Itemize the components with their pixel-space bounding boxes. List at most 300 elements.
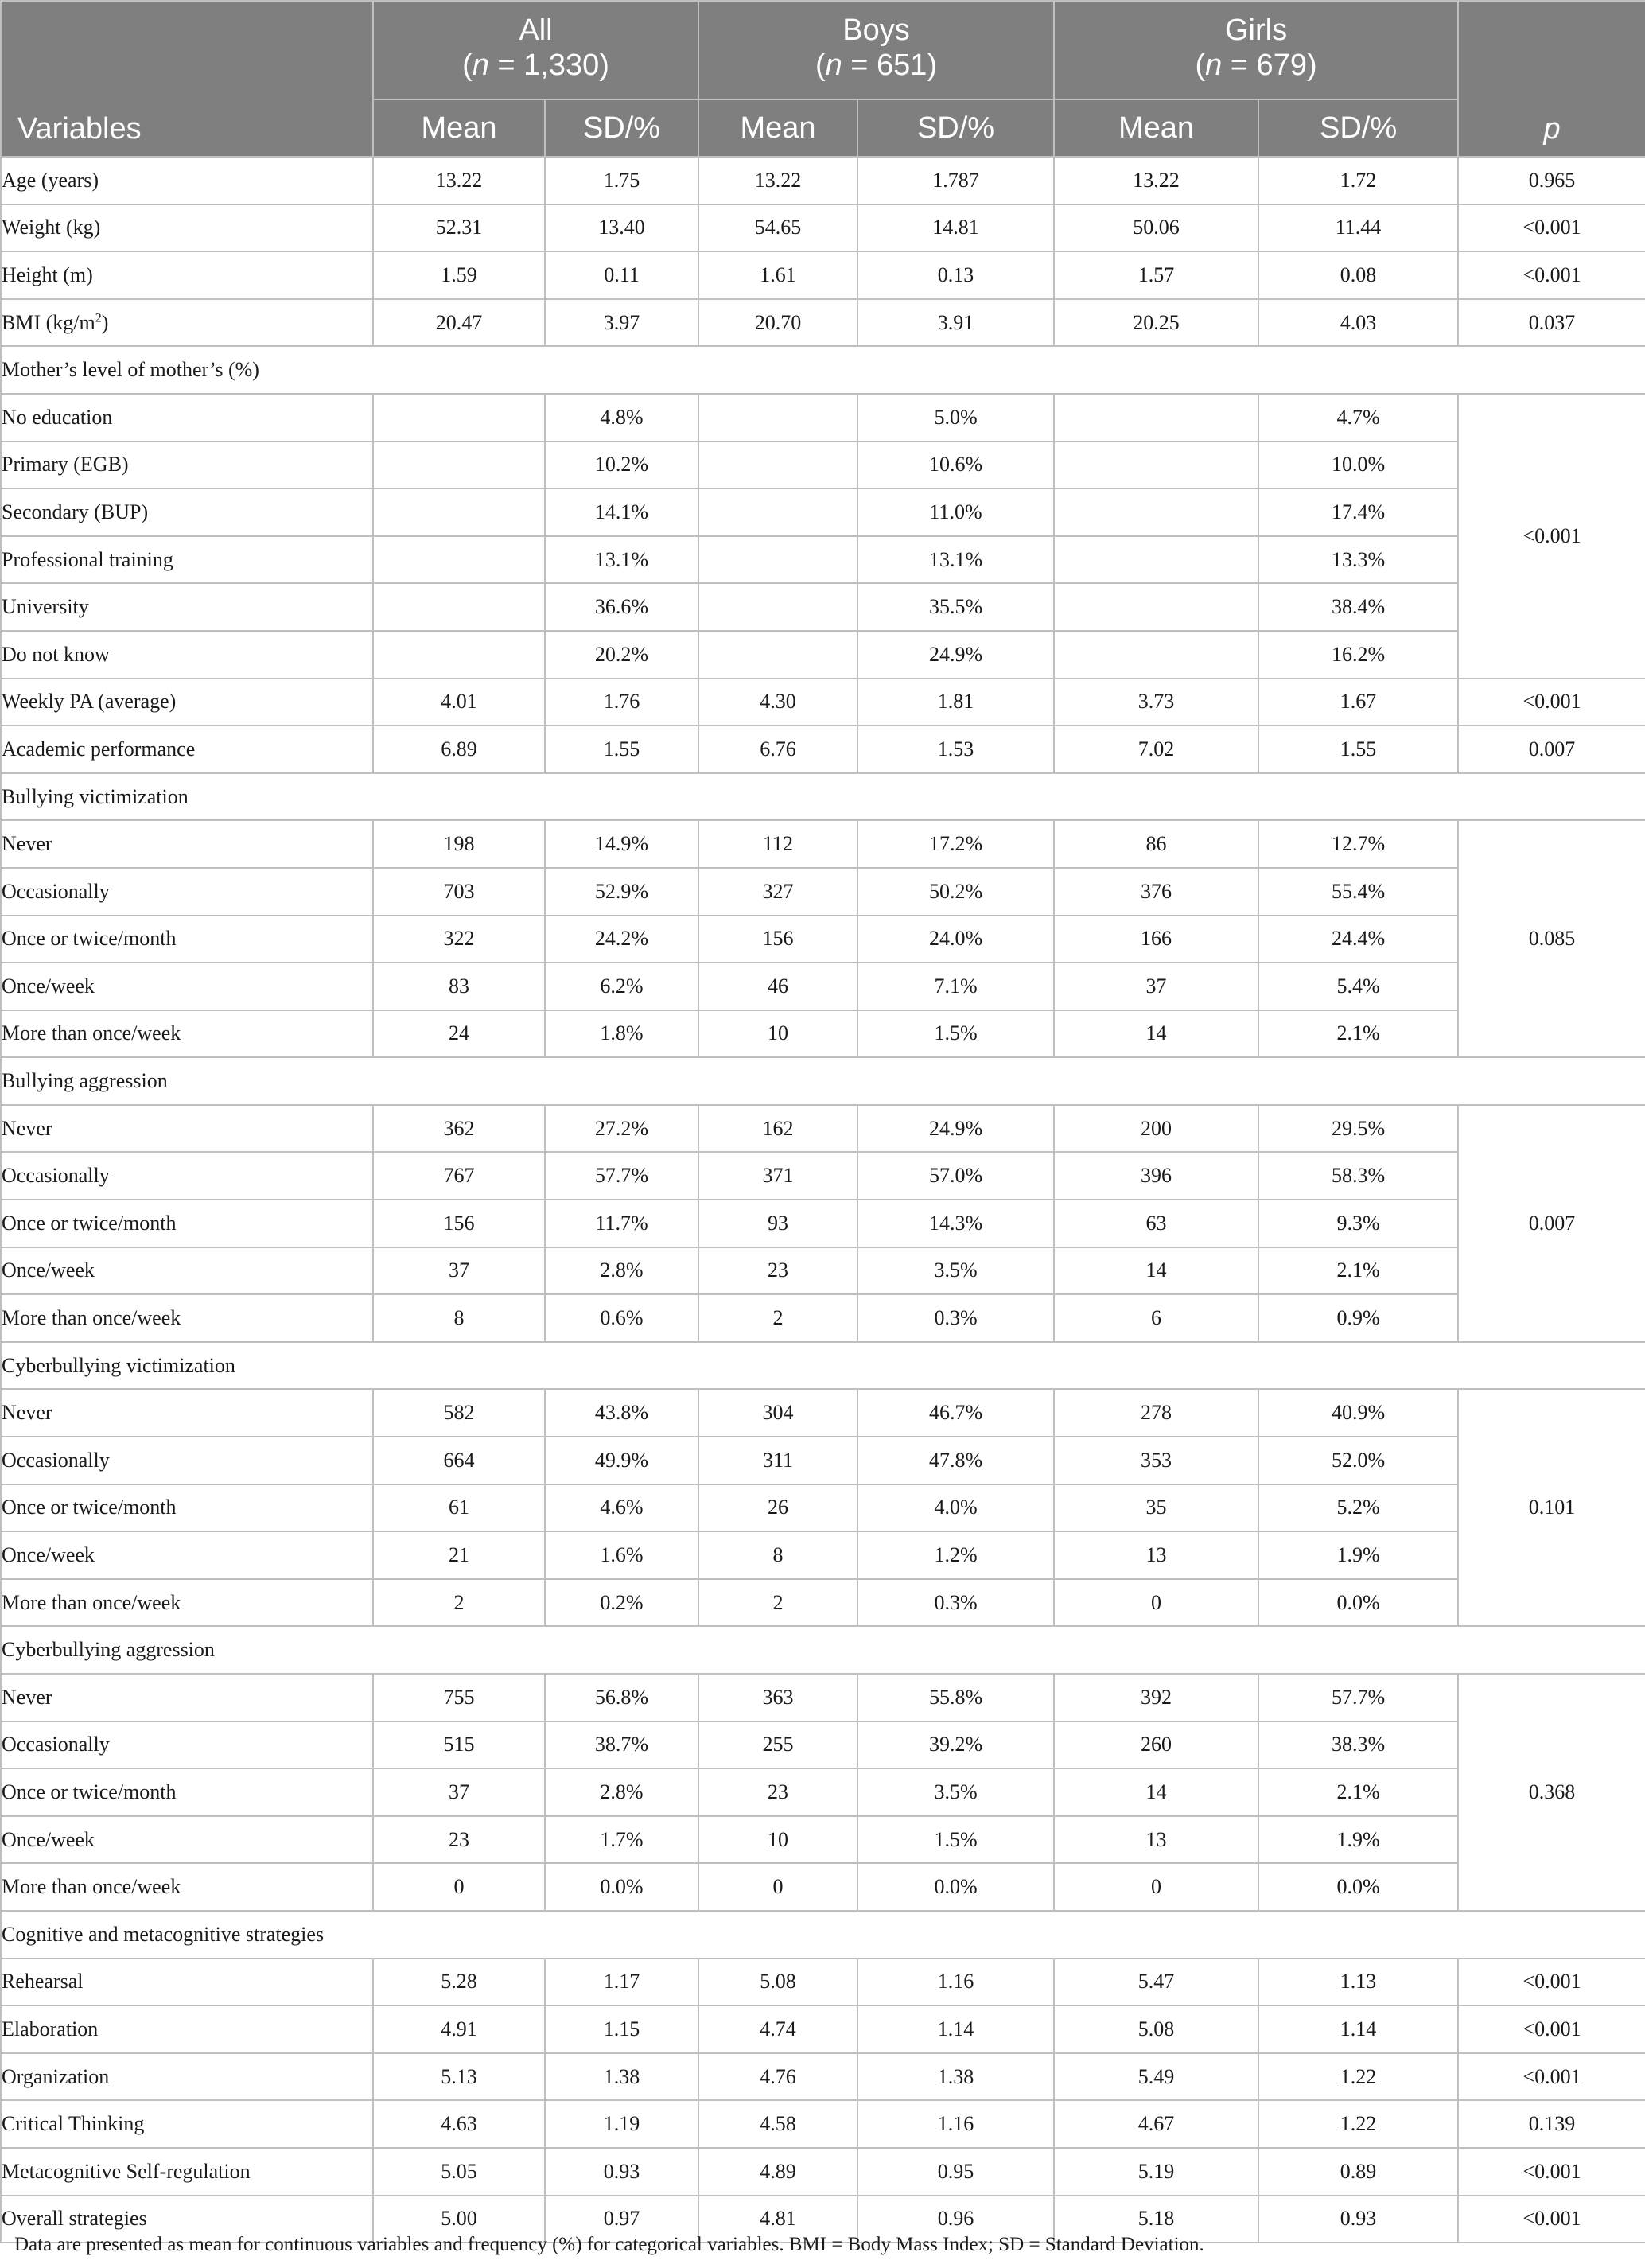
sd-cell: 14.1% [545, 488, 698, 536]
mean-cell: 4.91 [373, 2005, 545, 2053]
sd-cell: 0.3% [858, 1294, 1054, 1342]
sd-cell: 1.8% [545, 1010, 698, 1058]
sd-cell: 14.81 [858, 204, 1054, 252]
sd-cell: 38.3% [1258, 1721, 1458, 1769]
table-row [1, 583, 1645, 631]
mean-cell: 5.05 [373, 2148, 545, 2196]
row-label: Weight (kg) [1, 204, 373, 252]
row-label: Once or twice/month [1, 916, 373, 963]
mean-cell: 362 [373, 1105, 545, 1153]
section-row [1, 346, 1645, 394]
sd-cell: 14.9% [545, 820, 698, 868]
sd-cell: 1.5% [858, 1010, 1054, 1058]
sd-cell: 35.5% [858, 583, 1054, 631]
section-row [1, 1626, 1645, 1674]
table-row [1, 394, 1645, 442]
mean-cell: 5.08 [1054, 2005, 1258, 2053]
mean-cell [1054, 583, 1258, 631]
sd-cell: 13.1% [545, 536, 698, 584]
sd-cell: 4.6% [545, 1484, 698, 1532]
row-label: Critical Thinking [1, 2100, 373, 2148]
sd-cell: 0.93 [545, 2148, 698, 2196]
mean-cell: 112 [698, 820, 858, 868]
sd-cell: 0.96 [858, 2196, 1054, 2243]
variables-header: Variables [1, 1, 373, 157]
sd-cell: 1.14 [1258, 2005, 1458, 2053]
table-row [1, 1247, 1645, 1295]
table-row [1, 963, 1645, 1010]
mean-cell: 63 [1054, 1200, 1258, 1247]
mean-cell: 13.22 [698, 157, 858, 204]
sd-cell: 1.81 [858, 679, 1054, 726]
sd-cell: 5.0% [858, 394, 1054, 442]
mean-cell: 5.00 [373, 2196, 545, 2243]
sd-cell: 20.2% [545, 631, 698, 679]
row-label: Metacognitive Self-regulation [1, 2148, 373, 2196]
mean-cell: 376 [1054, 868, 1258, 916]
table-row [1, 1863, 1645, 1911]
mean-cell: 13 [1054, 1531, 1258, 1579]
mean-cell: 162 [698, 1105, 858, 1153]
mean-cell: 23 [698, 1768, 858, 1816]
table-header [1, 1, 1645, 157]
sd-cell: 1.9% [1258, 1531, 1458, 1579]
mean-cell: 5.49 [1054, 2053, 1258, 2101]
mean-cell: 0 [1054, 1863, 1258, 1911]
sd-cell: 50.2% [858, 868, 1054, 916]
mean-cell: 4.01 [373, 679, 545, 726]
mean-cell: 304 [698, 1389, 858, 1437]
mean-cell: 37 [373, 1247, 545, 1295]
group-header-all [373, 1, 698, 99]
mean-cell [698, 394, 858, 442]
section-row [1, 1342, 1645, 1390]
sd-header: SD/% [545, 99, 698, 157]
sd-cell: 2.8% [545, 1768, 698, 1816]
group-n: (n = 679) [1195, 49, 1317, 82]
table-row [1, 679, 1645, 726]
row-label: More than once/week [1, 1294, 373, 1342]
mean-cell: 83 [373, 963, 545, 1010]
mean-cell: 20.70 [698, 299, 858, 347]
sd-cell: 52.0% [1258, 1437, 1458, 1484]
section-label: Mother’s level of mother’s (%) [1, 346, 1645, 394]
p-value-cell: <0.001 [1458, 1959, 1645, 2006]
sd-cell: 1.17 [545, 1959, 698, 2006]
sd-cell: 1.53 [858, 726, 1054, 773]
mean-cell: 5.08 [698, 1959, 858, 2006]
mean-cell: 4.58 [698, 2100, 858, 2148]
mean-cell: 23 [373, 1816, 545, 1864]
sd-cell: 38.7% [545, 1721, 698, 1769]
sd-cell: 38.4% [1258, 583, 1458, 631]
sd-cell: 4.03 [1258, 299, 1458, 347]
mean-cell: 156 [373, 1200, 545, 1247]
table-row [1, 1484, 1645, 1532]
mean-cell: 6.76 [698, 726, 858, 773]
row-label: Once/week [1, 963, 373, 1010]
section-label: Cyberbullying aggression [1, 1626, 1645, 1674]
table-row [1, 1768, 1645, 1816]
table-row [1, 2148, 1645, 2196]
mean-cell: 278 [1054, 1389, 1258, 1437]
row-label: Once/week [1, 1816, 373, 1864]
sd-cell: 13.40 [545, 204, 698, 252]
table-row [1, 631, 1645, 679]
mean-cell: 396 [1054, 1152, 1258, 1200]
sd-cell: 0.0% [858, 1863, 1054, 1911]
mean-cell: 4.81 [698, 2196, 858, 2243]
mean-cell: 20.25 [1054, 299, 1258, 347]
section-row [1, 1911, 1645, 1959]
p-value-cell: <0.001 [1458, 2005, 1645, 2053]
sd-cell: 2.1% [1258, 1247, 1458, 1295]
section-label: Cognitive and metacognitive strategies [1, 1911, 1645, 1959]
row-label: Never [1, 820, 373, 868]
p-value-cell: 0.007 [1458, 1105, 1645, 1342]
mean-header: Mean [1054, 99, 1258, 157]
row-label: Never [1, 1389, 373, 1437]
mean-cell: 13 [1054, 1816, 1258, 1864]
sd-cell: 10.6% [858, 442, 1054, 489]
mean-cell [698, 631, 858, 679]
mean-cell [373, 488, 545, 536]
sd-cell: 1.38 [858, 2053, 1054, 2101]
p-value-cell: <0.001 [1458, 2148, 1645, 2196]
sd-cell: 58.3% [1258, 1152, 1458, 1200]
sd-cell: 27.2% [545, 1105, 698, 1153]
sd-cell: 4.0% [858, 1484, 1054, 1532]
mean-cell: 86 [1054, 820, 1258, 868]
sd-cell: 1.5% [858, 1816, 1054, 1864]
mean-cell: 0 [373, 1863, 545, 1911]
table-row [1, 1959, 1645, 2006]
table-row [1, 820, 1645, 868]
mean-cell: 50.06 [1054, 204, 1258, 252]
table-row [1, 726, 1645, 773]
sd-cell: 24.2% [545, 916, 698, 963]
p-value-cell: 0.101 [1458, 1389, 1645, 1626]
mean-cell: 198 [373, 820, 545, 868]
sd-cell: 13.3% [1258, 536, 1458, 584]
sd-cell: 52.9% [545, 868, 698, 916]
section-row [1, 1057, 1645, 1105]
sd-cell: 1.55 [545, 726, 698, 773]
sd-cell: 0.0% [1258, 1579, 1458, 1627]
mean-cell [698, 583, 858, 631]
mean-cell [1054, 488, 1258, 536]
sd-cell: 57.7% [1258, 1674, 1458, 1721]
row-label: Once or twice/month [1, 1484, 373, 1532]
mean-cell: 4.67 [1054, 2100, 1258, 2148]
sd-cell: 1.14 [858, 2005, 1054, 2053]
row-label: Weekly PA (average) [1, 679, 373, 726]
sd-cell: 1.6% [545, 1531, 698, 1579]
sd-cell: 24.4% [1258, 916, 1458, 963]
row-label: Primary (EGB) [1, 442, 373, 489]
mean-cell: 21 [373, 1531, 545, 1579]
mean-cell [698, 488, 858, 536]
section-row [1, 773, 1645, 821]
p-value-cell: 0.368 [1458, 1674, 1645, 1911]
mean-cell: 4.89 [698, 2148, 858, 2196]
mean-cell: 4.63 [373, 2100, 545, 2148]
table-row [1, 2005, 1645, 2053]
sd-cell: 3.91 [858, 299, 1054, 347]
mean-cell [698, 536, 858, 584]
table-row [1, 1721, 1645, 1769]
section-label: Cyberbullying victimization [1, 1342, 1645, 1390]
sd-cell: 1.67 [1258, 679, 1458, 726]
row-label: More than once/week [1, 1863, 373, 1911]
sd-cell: 0.3% [858, 1579, 1054, 1627]
sd-cell: 0.95 [858, 2148, 1054, 2196]
sd-cell: 43.8% [545, 1389, 698, 1437]
mean-cell: 14 [1054, 1010, 1258, 1058]
table-row [1, 1105, 1645, 1153]
mean-cell [373, 394, 545, 442]
sd-cell: 1.7% [545, 1816, 698, 1864]
table-footnote: Data are presented as mean for continuous variables and frequency (%) for categorical variables. BMI = Body Mass Index; SD = Standard Deviation. [14, 2234, 1204, 2255]
mean-cell: 4.30 [698, 679, 858, 726]
sd-cell: 1.76 [545, 679, 698, 726]
sd-cell: 1.787 [858, 157, 1054, 204]
sd-cell: 1.22 [1258, 2100, 1458, 2148]
sd-cell: 17.4% [1258, 488, 1458, 536]
table-row [1, 1389, 1645, 1437]
row-label: Never [1, 1105, 373, 1153]
sd-cell: 11.0% [858, 488, 1054, 536]
sd-cell: 5.2% [1258, 1484, 1458, 1532]
sd-cell: 14.3% [858, 1200, 1054, 1247]
sd-cell: 0.9% [1258, 1294, 1458, 1342]
mean-cell [373, 442, 545, 489]
sd-cell: 1.9% [1258, 1816, 1458, 1864]
mean-cell: 353 [1054, 1437, 1258, 1484]
table-body [1, 157, 1645, 2243]
mean-cell [1054, 442, 1258, 489]
row-label: Academic performance [1, 726, 373, 773]
row-label: Occasionally [1, 1152, 373, 1200]
p-value-cell: <0.001 [1458, 2196, 1645, 2243]
mean-cell: 363 [698, 1674, 858, 1721]
row-label: More than once/week [1, 1579, 373, 1627]
mean-cell: 582 [373, 1389, 545, 1437]
table-row [1, 1200, 1645, 1247]
mean-cell: 10 [698, 1816, 858, 1864]
group-n: (n = 1,330) [462, 49, 609, 82]
row-label: BMI $(kg/m^2)$ [1, 299, 373, 347]
mean-cell: 703 [373, 868, 545, 916]
mean-cell: 13.22 [373, 157, 545, 204]
sd-cell: 29.5% [1258, 1105, 1458, 1153]
mean-cell: 13.22 [1054, 157, 1258, 204]
sd-cell: 12.7% [1258, 820, 1458, 868]
sd-cell: 2.1% [1258, 1010, 1458, 1058]
sd-cell: 0.13 [858, 251, 1054, 299]
table-row [1, 1674, 1645, 1721]
sd-cell: 9.3% [1258, 1200, 1458, 1247]
sd-cell: 40.9% [1258, 1389, 1458, 1437]
mean-cell: 767 [373, 1152, 545, 1200]
mean-cell: 52.31 [373, 204, 545, 252]
mean-cell: 2 [698, 1579, 858, 1627]
mean-cell: 392 [1054, 1674, 1258, 1721]
table-row [1, 2100, 1645, 2148]
table-row [1, 1152, 1645, 1200]
row-label: More than once/week [1, 1010, 373, 1058]
row-label: No education [1, 394, 373, 442]
sd-cell: 47.8% [858, 1437, 1054, 1484]
p-value-cell: <0.001 [1458, 2053, 1645, 2101]
table-row [1, 2053, 1645, 2101]
row-label: Once or twice/month [1, 1768, 373, 1816]
mean-cell: 0 [698, 1863, 858, 1911]
table-row [1, 157, 1645, 204]
row-label: Occasionally [1, 1721, 373, 1769]
mean-cell: 515 [373, 1721, 545, 1769]
mean-cell: 8 [373, 1294, 545, 1342]
sd-cell: 16.2% [1258, 631, 1458, 679]
row-label: Occasionally [1, 1437, 373, 1484]
row-label: Do not know [1, 631, 373, 679]
sd-cell: 0.08 [1258, 251, 1458, 299]
row-label: Elaboration [1, 2005, 373, 2053]
table-row [1, 868, 1645, 916]
sd-cell: 1.16 [858, 1959, 1054, 2006]
row-label: Overall strategies [1, 2196, 373, 2243]
mean-cell: 755 [373, 1674, 545, 1721]
mean-cell: 37 [373, 1768, 545, 1816]
sd-cell: 24.9% [858, 1105, 1054, 1153]
sd-cell: 1.15 [545, 2005, 698, 2053]
mean-cell: 23 [698, 1247, 858, 1295]
mean-cell: 4.76 [698, 2053, 858, 2101]
mean-cell: 20.47 [373, 299, 545, 347]
row-label: Age (years) [1, 157, 373, 204]
table-row [1, 1294, 1645, 1342]
table-row [1, 204, 1645, 252]
row-label: Never [1, 1674, 373, 1721]
sd-cell: 11.44 [1258, 204, 1458, 252]
row-label: Rehearsal [1, 1959, 373, 2006]
sd-cell: 55.4% [1258, 868, 1458, 916]
sd-cell: 56.8% [545, 1674, 698, 1721]
sd-cell: 0.0% [1258, 1863, 1458, 1911]
sd-cell: 10.0% [1258, 442, 1458, 489]
sd-cell: 6.2% [545, 963, 698, 1010]
mean-cell: 46 [698, 963, 858, 1010]
table-row [1, 1010, 1645, 1058]
p-value-cell: 0.965 [1458, 157, 1645, 204]
sd-cell: 0.11 [545, 251, 698, 299]
sd-cell: 0.89 [1258, 2148, 1458, 2196]
sd-cell: 1.19 [545, 2100, 698, 2148]
mean-cell: 322 [373, 916, 545, 963]
mean-cell: 7.02 [1054, 726, 1258, 773]
mean-cell: 371 [698, 1152, 858, 1200]
table-row [1, 1579, 1645, 1627]
sd-cell: 10.2% [545, 442, 698, 489]
table-row [1, 251, 1645, 299]
mean-cell: 24 [373, 1010, 545, 1058]
mean-cell: 14 [1054, 1247, 1258, 1295]
group-name: Girls [1224, 14, 1288, 47]
mean-cell: 260 [1054, 1721, 1258, 1769]
table-row [1, 1816, 1645, 1864]
p-value-cell: 0.037 [1458, 299, 1645, 347]
mean-cell: 3.73 [1054, 679, 1258, 726]
mean-cell: 5.18 [1054, 2196, 1258, 2243]
mean-cell: 6 [1054, 1294, 1258, 1342]
mean-cell: 8 [698, 1531, 858, 1579]
sd-cell: 36.6% [545, 583, 698, 631]
sd-cell: 7.1% [858, 963, 1054, 1010]
sd-cell: 1.75 [545, 157, 698, 204]
table-row [1, 488, 1645, 536]
sd-cell: 3.97 [545, 299, 698, 347]
row-label: University [1, 583, 373, 631]
mean-cell: 327 [698, 868, 858, 916]
sd-cell: 49.9% [545, 1437, 698, 1484]
p-value-cell: 0.007 [1458, 726, 1645, 773]
p-value-cell: 0.139 [1458, 2100, 1645, 2148]
mean-cell: 93 [698, 1200, 858, 1247]
group-n: (n = 651) [815, 49, 938, 82]
sd-cell: 2.1% [1258, 1768, 1458, 1816]
mean-cell [373, 631, 545, 679]
p-value-cell: 0.085 [1458, 820, 1645, 1057]
sd-header: SD/% [1258, 99, 1458, 157]
sd-cell: 5.4% [1258, 963, 1458, 1010]
group-name: All [519, 14, 553, 47]
p-value-cell: <0.001 [1458, 251, 1645, 299]
mean-cell: 200 [1054, 1105, 1258, 1153]
mean-cell [1054, 394, 1258, 442]
p-value-cell: <0.001 [1458, 204, 1645, 252]
sd-cell: 57.0% [858, 1152, 1054, 1200]
mean-cell: 37 [1054, 963, 1258, 1010]
mean-cell: 35 [1054, 1484, 1258, 1532]
mean-cell [698, 442, 858, 489]
mean-cell: 255 [698, 1721, 858, 1769]
row-label: Occasionally [1, 868, 373, 916]
mean-cell: 5.28 [373, 1959, 545, 2006]
sd-cell: 0.93 [1258, 2196, 1458, 2243]
sd-cell: 1.13 [1258, 1959, 1458, 2006]
sd-cell: 1.55 [1258, 726, 1458, 773]
row-label: Once or twice/month [1, 1200, 373, 1247]
sd-cell: 1.16 [858, 2100, 1054, 2148]
row-label: Once/week [1, 1531, 373, 1579]
mean-cell: 1.59 [373, 251, 545, 299]
mean-cell [1054, 536, 1258, 584]
mean-cell: 10 [698, 1010, 858, 1058]
mean-cell: 166 [1054, 916, 1258, 963]
row-label: Organization [1, 2053, 373, 2101]
group-name: Boys [842, 14, 910, 47]
mean-cell: 26 [698, 1484, 858, 1532]
mean-header: Mean [698, 99, 858, 157]
sd-cell: 24.0% [858, 916, 1054, 963]
mean-cell: 5.47 [1054, 1959, 1258, 2006]
mean-cell [1054, 631, 1258, 679]
row-label: Height (m) [1, 251, 373, 299]
mean-cell: 6.89 [373, 726, 545, 773]
table-row [1, 536, 1645, 584]
row-label: Professional training [1, 536, 373, 584]
mean-cell: 0 [1054, 1579, 1258, 1627]
